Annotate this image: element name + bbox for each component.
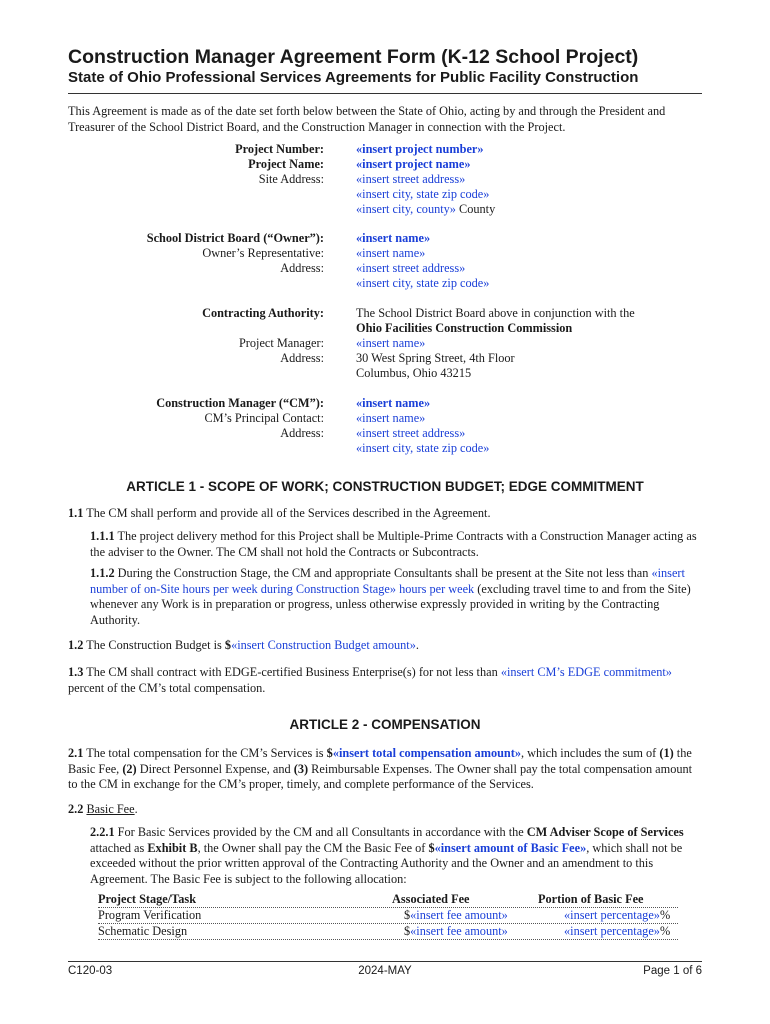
owner-rep-value[interactable]: «insert name» [356, 246, 426, 260]
article-2-heading: ARTICLE 2 - COMPENSATION [289, 717, 481, 732]
owner-address-label: Address: [280, 261, 324, 275]
article-1-heading: ARTICLE 1 - SCOPE OF WORK; CONSTRUCTION BUDGET; EDGE COMMITMENT [126, 479, 644, 494]
section-2-2-1: 2.2.1 For Basic Services provided by the CM and all Consultants in accordance with the CM Adviser Scope of Services attached as Exhibit B, the Owner shall pay the CM the Basic Fee of $«insert amount of Basic Fee», which shall not be exceeded without the prior written approval of the Contracting Authority and the Owner and an amendment to this Agreement. The Basic Fee is subject to the following allocation: [90, 825, 684, 886]
project-name-label: Project Name: [248, 157, 324, 171]
project-manager-value[interactable]: «insert name» [356, 336, 426, 350]
authority-label: Contracting Authority: [202, 306, 324, 320]
section-1-1: 1.1 The CM shall perform and provide all of the Services described in the Agreement. [68, 506, 491, 520]
cm-label: Construction Manager (“CM”): [156, 396, 324, 410]
footer-page-number: Page 1 of 6 [643, 965, 702, 977]
footer-divider [68, 961, 702, 962]
edge-commitment-insert[interactable]: «insert CM’s EDGE commitment» [500, 665, 672, 679]
owner-city-value[interactable]: «insert city, state zip code» [356, 276, 490, 290]
header-fee: Associated Fee [392, 892, 470, 906]
project-number-label: Project Number: [235, 142, 324, 156]
onsite-hours-insert[interactable]: «insert number of on-Site hours per week during Construction Stage» hours per week [90, 566, 685, 596]
construction-budget-insert[interactable]: «insert Construction Budget amount» [231, 638, 416, 652]
authority-address-label: Address: [280, 351, 324, 365]
percentage-insert[interactable]: «insert percentage» [564, 908, 660, 922]
authority-address-line2: Columbus, Ohio 43215 [356, 366, 472, 380]
fee-amount-insert[interactable]: «insert fee amount» [410, 908, 508, 922]
section-1-1-2: 1.1.2 During the Construction Stage, the CM and appropriate Consultants shall be present at the Site not less than «insert number of on-Site hours per week during Construction Stage» hours per week (excluding travel time to and from the Site) whenever any Work is in preparation or progress, unless otherwise expressly provided in writing by the Contracting Authority. [90, 566, 691, 627]
header-task: Project Stage/Task [98, 892, 197, 906]
basic-fee-insert[interactable]: «insert amount of Basic Fee» [434, 840, 587, 855]
site-county-value[interactable]: «insert city, county» [356, 202, 456, 216]
authority-line2: Ohio Facilities Construction Commission [356, 321, 573, 335]
authority-line1: The School District Board above in conjunction with the [356, 306, 635, 320]
site-city-value[interactable]: «insert city, state zip code» [356, 187, 490, 201]
section-1-2: 1.2 The Construction Budget is $«insert Construction Budget amount». [68, 638, 419, 652]
project-manager-label: Project Manager: [238, 336, 324, 350]
section-2-1: 2.1 The total compensation for the CM’s Services is $«insert total compensation amount», which includes the sum of (1) the Basic Fee, (2) Direct Personnel Expense, and (3) Reimbursable Expenses. The Owner shall pay the total compensation amount to the CM in exchange for the CM’s proper, timely, and complete performance of the Services. [68, 746, 693, 792]
cm-contact-label: CM’s Principal Contact: [204, 411, 324, 425]
section-1-1-1: 1.1.1 The project delivery method for this Project shall be Multiple-Prime Contracts with a Construction Manager acting as the adviser to the Owner. The CM shall not hold the Contracts or Subcontracts. [90, 529, 697, 559]
row-task: Program Verification [98, 908, 202, 922]
cm-contact-value[interactable]: «insert name» [356, 411, 426, 425]
document-subtitle: State of Ohio Professional Services Agreements for Public Facility Construction [68, 69, 639, 86]
header-divider [68, 93, 702, 94]
cm-address-label: Address: [280, 426, 324, 440]
project-number-value[interactable]: «insert project number» [356, 142, 484, 156]
header-portion: Portion of Basic Fee [538, 892, 644, 906]
table-row [98, 924, 678, 940]
cm-street-value[interactable]: «insert street address» [356, 426, 466, 440]
site-address-label: Site Address: [258, 172, 324, 186]
total-compensation-insert[interactable]: «insert total compensation amount» [332, 746, 522, 760]
site-street-value[interactable]: «insert street address» [356, 172, 466, 186]
owner-label: School District Board (“Owner”): [146, 231, 324, 245]
percentage-insert[interactable]: «insert percentage» [564, 924, 660, 938]
row-task: Schematic Design [98, 924, 188, 938]
row-portion: «insert percentage»% [564, 924, 671, 938]
owner-rep-label: Owner’s Representative: [202, 246, 324, 260]
footer-form-code: C120-03 [68, 965, 113, 977]
row-fee: $«insert fee amount» [404, 924, 508, 938]
intro-paragraph: This Agreement is made as of the date set forth below between the State of Ohio, acting by and through the President and Treasurer of the School District Board, and the Construction Manager in connection with the Project. [68, 104, 666, 134]
row-fee: $«insert fee amount» [404, 908, 508, 922]
row-portion: «insert percentage»% [564, 908, 671, 922]
owner-street-value[interactable]: «insert street address» [356, 261, 466, 275]
cm-city-value[interactable]: «insert city, state zip code» [356, 441, 490, 455]
table-row [98, 908, 678, 924]
owner-name-value[interactable]: «insert name» [356, 231, 431, 245]
project-name-value[interactable]: «insert project name» [356, 157, 471, 171]
authority-address-line1: 30 West Spring Street, 4th Floor [356, 351, 515, 365]
footer-date: 2024-MAY [358, 965, 412, 977]
site-county-line: «insert city, county» County [356, 202, 496, 216]
fee-amount-insert[interactable]: «insert fee amount» [410, 924, 508, 938]
cm-name-value[interactable]: «insert name» [356, 396, 431, 410]
document-title: Construction Manager Agreement Form (K-12 School Project) [68, 46, 639, 68]
section-1-3: 1.3 The CM shall contract with EDGE-certified Business Enterprise(s) for not less than «insert CM’s EDGE commitment» percent of the CM’s total compensation. [68, 665, 672, 695]
table-header-row [98, 892, 678, 908]
section-2-2: 2.2 Basic Fee. [68, 802, 138, 816]
